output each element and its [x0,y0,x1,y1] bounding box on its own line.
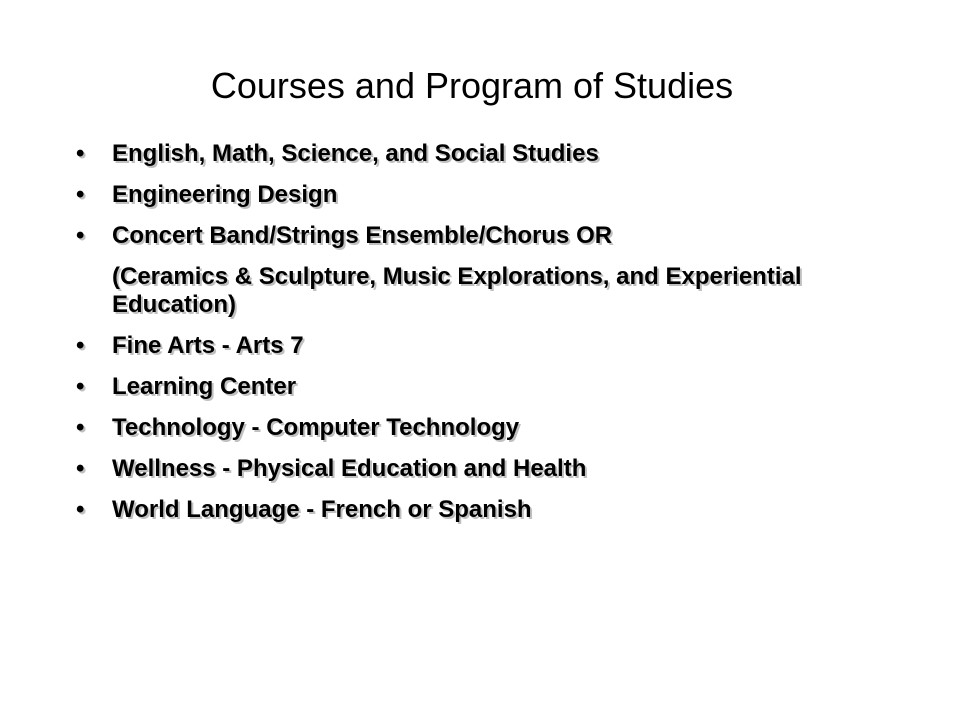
bullet-icon: • [76,140,85,167]
list-item-text: Technology - Computer Technology [112,414,520,441]
list-item [72,455,902,483]
list-item-text: Wellness - Physical Education and Health [112,455,587,482]
list-item-text: English, Math, Science, and Social Studies [112,140,599,167]
list-item-continuation [72,263,902,319]
list-item [72,373,902,401]
course-list [72,140,902,537]
bullet-icon: • [76,332,85,359]
list-item [72,414,902,442]
bullet-icon: • [76,373,85,400]
list-item [72,496,902,524]
bullet-icon: • [76,222,85,249]
list-item-text: Engineering Design [112,181,338,208]
list-item [72,140,902,168]
list-item-text: Fine Arts - Arts 7 [112,332,304,359]
slide-title: Courses and Program of Studies [210,65,734,106]
bullet-icon: • [76,496,85,523]
list-item-text: Concert Band/Strings Ensemble/Chorus OR [112,222,613,249]
list-item-text: World Language - French or Spanish [112,496,532,523]
bullet-icon: • [76,414,85,441]
list-item [72,181,902,209]
list-item [72,222,902,250]
list-item-text: Learning Center [112,373,297,400]
list-item-text: (Ceramics & Sculpture, Music Explorations, and Experiential Education) [112,263,802,318]
bullet-icon: • [76,181,85,208]
bullet-icon: • [76,455,85,482]
list-item [72,332,902,360]
